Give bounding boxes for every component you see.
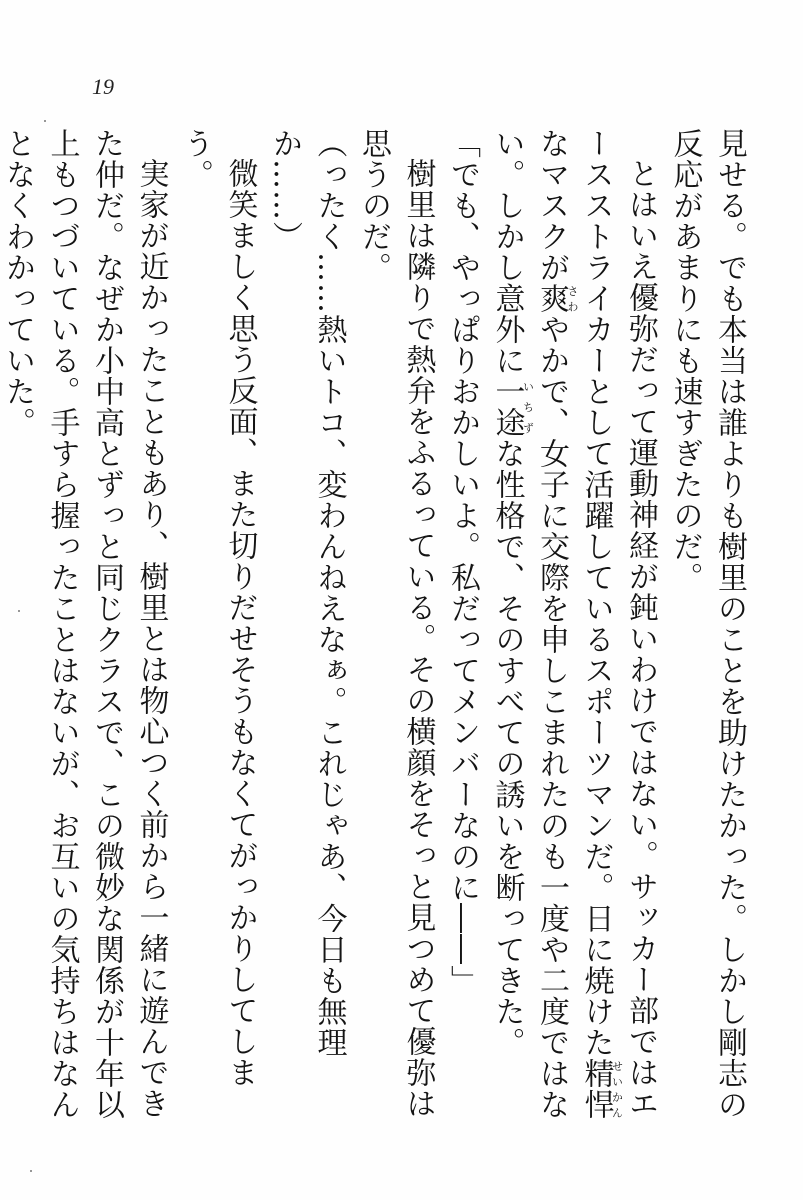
body-text: [0, 128, 751, 1148]
ruby-word: 精悍せいかん: [578, 1058, 624, 1120]
paragraph-text: とはいえ優弥だって運動神経が鈍いわけではない。サッカー部ではエースストライカーとして活躍しているスポーツマンだ。日に焼けた: [578, 128, 658, 1119]
scan-speck: [44, 120, 46, 122]
thought-line: （ったく……熱いトコ、変わんねえなぁ。これじゃあ、今日も無理か……）: [267, 128, 347, 1058]
paragraph: とはいえ優弥だって運動神経が鈍いわけではない。サッカー部ではエースストライカーとして活躍しているスポーツマンだ。日に焼けた精悍せいかんなマスクが爽さわやかで、女子に交際を申しこまれたのも一度や二度ではない。しかし意外に一途いちずな性格で、そのすべての誘いを断ってきた。: [489, 128, 658, 1120]
dialogue-line: 「でも、やっぱりおかしいよ。私だってメンバーなのに――」: [445, 128, 480, 996]
paragraph: 微笑ましく思う反面、また切りだせそうもなくてがっかりしてしまう。: [178, 128, 258, 1088]
scan-speck: [30, 1170, 32, 1172]
paragraph: 実家が近かったこともあり、樹里とは物心つく前から一緒に遊んできた仲だ。なぜか小中高とずっと同じクラスで、この微妙な関係が十年以上もつづいている。手すら握ったことはないが、お互いの気持ちはなんとなくわかっていた。: [0, 128, 169, 1120]
ruby-word: 爽さわ: [534, 283, 579, 314]
paragraph: 樹里は隣りで熱弁をふるっている。その横顔をそっと見つめて優弥は思うのだ。: [356, 128, 436, 1119]
scan-speck: [18, 610, 20, 612]
paragraph: 見せる。でも本当は誰よりも樹里のことを助けたかった。しかし剛志の反応があまりにも速すぎたのだ。: [667, 128, 747, 1120]
page-number: 19: [92, 74, 114, 99]
ruby-word: 一途いちず: [489, 376, 535, 438]
